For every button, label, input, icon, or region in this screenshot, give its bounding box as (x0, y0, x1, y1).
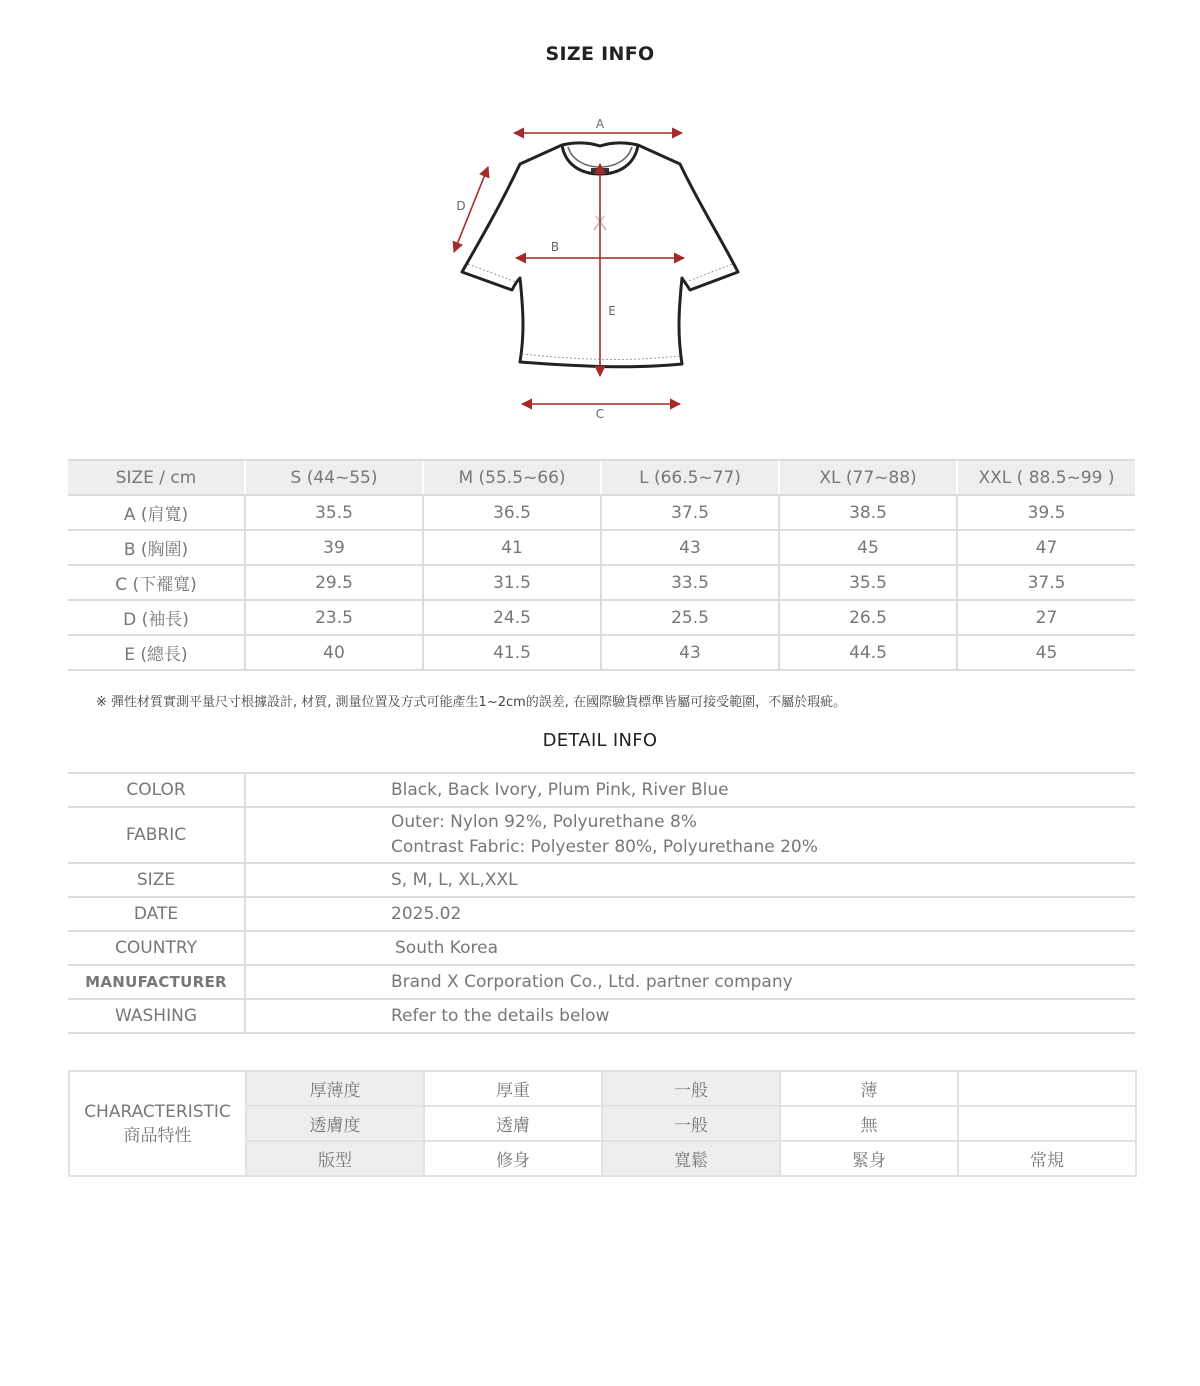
detail-row-country (68, 931, 1135, 965)
cell: 23.5 (245, 600, 423, 635)
table-row (68, 635, 1135, 670)
char-cell: 修身 (424, 1141, 602, 1176)
char-cell: 一般 (602, 1071, 780, 1106)
header-xl: XL (77~88) (779, 460, 957, 495)
detail-row-size (68, 863, 1135, 897)
cell: 24.5 (423, 600, 601, 635)
cell: 38.5 (779, 495, 957, 530)
detail-value: South Korea (245, 931, 1135, 965)
row-label: E (總長) (68, 635, 245, 670)
detail-info-title: DETAIL INFO (542, 730, 658, 751)
table-row (68, 600, 1135, 635)
header-xxl: XXL ( 88.5~99 ) (957, 460, 1135, 495)
detail-label: SIZE (68, 863, 245, 897)
char-cell: 厚重 (424, 1071, 602, 1106)
cell: 25.5 (601, 600, 779, 635)
fabric-contrast: Contrast Fabric: Polyester 80%, Polyurethane 20% (391, 837, 818, 857)
char-cell: 厚薄度 (246, 1071, 424, 1106)
detail-label: WASHING (68, 999, 245, 1033)
char-cell: 寬鬆 (602, 1141, 780, 1176)
cell: 45 (957, 635, 1135, 670)
detail-label: DATE (68, 897, 245, 931)
characteristic-label-en: CHARACTERISTIC (84, 1101, 231, 1122)
table-row (68, 530, 1135, 565)
size-info-title: SIZE INFO (545, 43, 655, 65)
char-cell: 透膚度 (246, 1106, 424, 1141)
label-b: B (550, 240, 560, 254)
row-label: A (肩寬) (68, 495, 245, 530)
row-label: B (胸圍) (68, 530, 245, 565)
cell: 37.5 (957, 565, 1135, 600)
cell: 45 (779, 530, 957, 565)
char-cell: 緊身 (780, 1141, 958, 1176)
label-a: A (595, 117, 605, 131)
cell: 31.5 (423, 565, 601, 600)
table-row (68, 495, 1135, 530)
cell: 37.5 (601, 495, 779, 530)
detail-label: MANUFACTURER (68, 965, 245, 999)
cell: 29.5 (245, 565, 423, 600)
char-cell (958, 1071, 1136, 1106)
header-s: S (44~55) (245, 460, 423, 495)
cell: 36.5 (423, 495, 601, 530)
char-cell: 薄 (780, 1071, 958, 1106)
cell: 27 (957, 600, 1135, 635)
header-m: M (55.5~66) (423, 460, 601, 495)
fabric-outer: Outer: Nylon 92%, Polyurethane 8% (391, 812, 697, 832)
table-row (68, 565, 1135, 600)
detail-value: S, M, L, XL,XXL (245, 863, 1135, 897)
detail-label: FABRIC (68, 807, 245, 863)
detail-table (68, 772, 1135, 1034)
size-header-row (68, 460, 1135, 495)
label-c: C (595, 407, 605, 421)
detail-value: Black, Back Ivory, Plum Pink, River Blue (245, 773, 1135, 807)
detail-row-washing (68, 999, 1135, 1033)
detail-value: Refer to the details below (245, 999, 1135, 1033)
detail-value (245, 807, 1135, 863)
detail-value: 2025.02 (245, 897, 1135, 931)
characteristic-row (69, 1071, 1136, 1106)
char-cell: 透膚 (424, 1106, 602, 1141)
char-cell: 版型 (246, 1141, 424, 1176)
detail-row-fabric (68, 807, 1135, 863)
cell: 39 (245, 530, 423, 565)
characteristic-label (69, 1071, 246, 1176)
characteristic-table (68, 1070, 1137, 1177)
header-l: L (66.5~77) (601, 460, 779, 495)
size-table (68, 459, 1135, 671)
detail-row-color (68, 773, 1135, 807)
char-cell: 無 (780, 1106, 958, 1141)
label-e: E (608, 304, 616, 318)
detail-row-manufacturer (68, 965, 1135, 999)
detail-label: COLOR (68, 773, 245, 807)
cell: 35.5 (779, 565, 957, 600)
cell: 47 (957, 530, 1135, 565)
detail-row-date (68, 897, 1135, 931)
cell: 44.5 (779, 635, 957, 670)
char-cell: 一般 (602, 1106, 780, 1141)
detail-label: COUNTRY (68, 931, 245, 965)
tshirt-measurement-diagram (440, 112, 760, 430)
detail-value: Brand X Corporation Co., Ltd. partner company (245, 965, 1135, 999)
characteristic-label-zh: 商品特性 (123, 1125, 192, 1146)
cell: 43 (601, 635, 779, 670)
cell: 35.5 (245, 495, 423, 530)
char-cell: 常規 (958, 1141, 1136, 1176)
cell: 26.5 (779, 600, 957, 635)
row-label: D (袖長) (68, 600, 245, 635)
row-label: C (下襬寬) (68, 565, 245, 600)
label-d: D (456, 199, 466, 213)
char-cell (958, 1106, 1136, 1141)
cell: 43 (601, 530, 779, 565)
cell: 41.5 (423, 635, 601, 670)
cell: 33.5 (601, 565, 779, 600)
measurement-note: ※ 彈性材質實測平量尺寸根據設計, 材質, 測量位置及方式可能產生1~2cm的誤差, 在國際驗貨標準皆屬可接受範圍，不屬於瑕疵。 (96, 695, 847, 710)
cell: 41 (423, 530, 601, 565)
cell: 40 (245, 635, 423, 670)
cell: 39.5 (957, 495, 1135, 530)
header-size-cm: SIZE / cm (68, 460, 245, 495)
